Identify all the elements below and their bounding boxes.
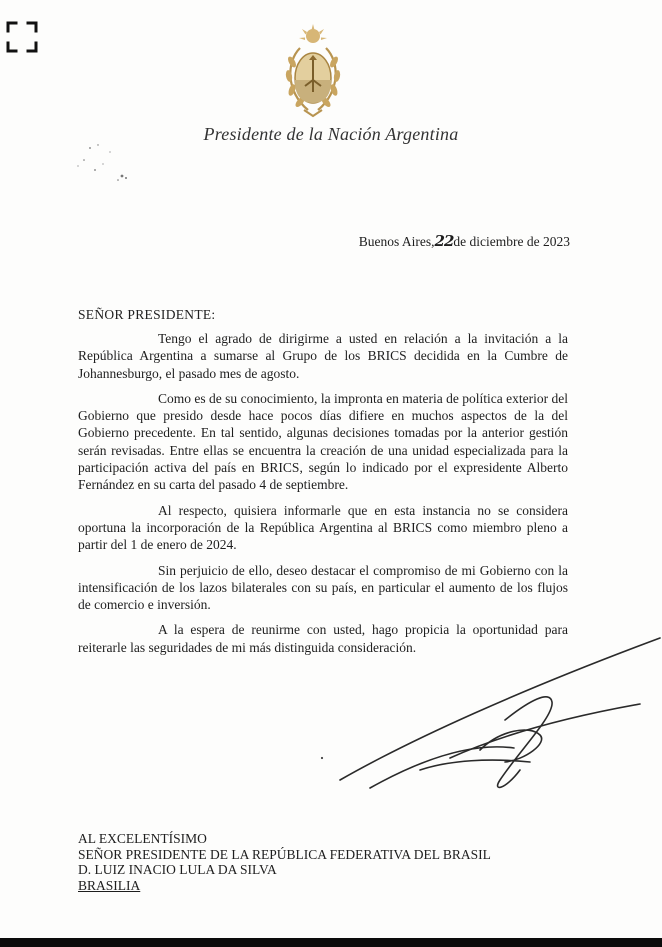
date-prefix: Buenos Aires, xyxy=(358,234,435,249)
body-paragraph-1: Tengo el agrado de dirigirme a usted en relación a la invitación a la República Argentina a sumarse al Grupo de los BRICS decidida en la Cumbre de Johannesburgo, el pasado mes de agosto. xyxy=(78,331,568,381)
body-paragraph-5: A la espera de reunirme con usted, hago propicia la oportunidad para reiterarle las seguridades de mi más distinguida consideración. xyxy=(78,622,568,655)
body-paragraph-2: Como es de su conocimiento, la impronta en materia de política exterior del Gobierno que presido desde hace pocos días difiere en muchos aspectos de la del Gobierno precedente. En tal sentido, algunas decisiones tomadas por la anterior gestión serán revisadas. Entre ellas se encuentra la creación de una unidad especializada para la participación activa del país en BRICS, según lo indicado por el expresidente Alberto Fernández en su carta del pasado 4 de septiembre. xyxy=(78,390,568,493)
addressee-line-3: D. LUIZ INACIO LULA DA SILVA xyxy=(78,862,277,878)
date-suffix: de diciembre de 2023 xyxy=(453,234,570,249)
body-paragraph-3: Al respecto, quisiera informarle que en esta instancia no se considera oportuna la incorporación de la República Argentina al BRICS como miembro pleno a partir del 1 de enero de 2024. xyxy=(78,502,568,553)
crop-frame-icon[interactable] xyxy=(5,20,39,54)
addressee-city: BRASILIA xyxy=(78,877,141,893)
paper-specks xyxy=(70,140,150,190)
handwritten-signature xyxy=(300,630,662,820)
date-day-handwritten: 22 xyxy=(434,232,454,250)
salutation: SEÑOR PRESIDENTE: xyxy=(78,307,216,322)
addressee-line-1: AL EXCELENTÍSIMO xyxy=(78,831,207,846)
addressee-block xyxy=(78,831,491,893)
coat-of-arms-icon xyxy=(278,22,348,120)
letter-body xyxy=(78,330,568,664)
addressee-line-2: SEÑOR PRESIDENTE DE LA REPÚBLICA FEDERATIVA DEL BRASIL xyxy=(78,846,491,862)
letter-date xyxy=(359,232,570,250)
body-paragraph-4: Sin perjuicio de ello, deseo destacar el compromiso de mi Gobierno con la intensificación de los lazos bilaterales con su país, en particular el aumento de los flujos de comercio e inversión. xyxy=(78,562,568,613)
letterhead-title: Presidente de la Nación Argentina xyxy=(203,124,459,144)
bottom-bar xyxy=(0,938,662,947)
